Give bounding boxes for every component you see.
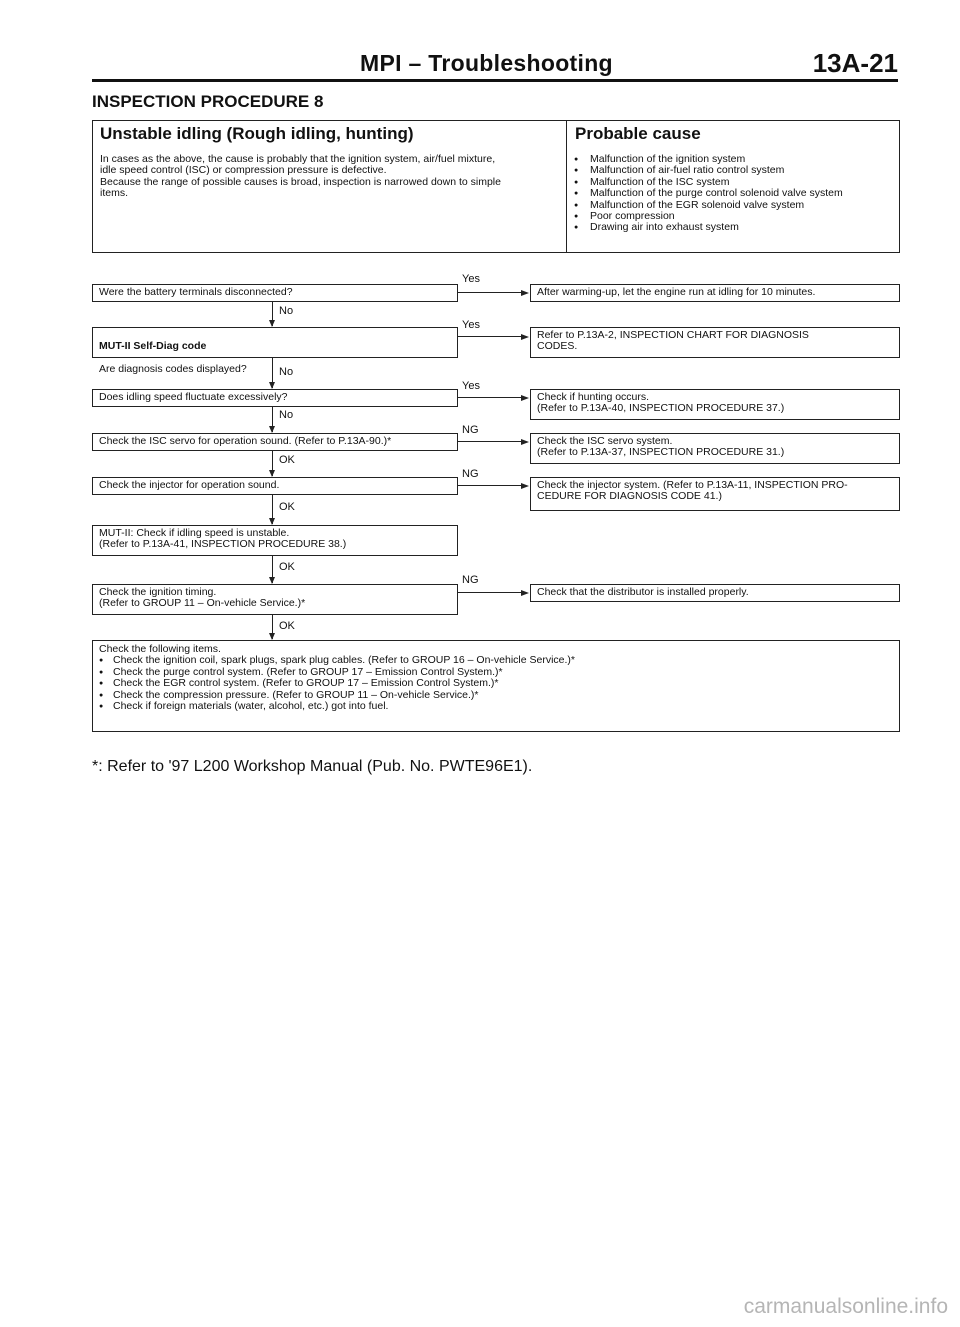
connector [458, 485, 522, 486]
final-check-box [92, 640, 900, 732]
arrow-down-icon [269, 633, 275, 640]
footnote: *: Refer to '97 L200 Workshop Manual (Pub. No. PWTE96E1). [92, 758, 533, 775]
result-hunting: Check if hunting occurs. (Refer to P.13A-40, INSPECTION PROCEDURE 37.) [530, 389, 900, 420]
page-header-title: MPI – Troubleshooting [360, 50, 613, 76]
branch-label-ng: NG [462, 468, 479, 480]
connector [458, 336, 522, 337]
step-battery-disconnected: Were the battery terminals disconnected? [92, 284, 458, 302]
probable-cause-title: Probable cause [575, 124, 701, 143]
step-isc-servo-sound: Check the ISC servo for operation sound. (Refer to P.13A-90.)* [92, 433, 458, 451]
symptom-table-divider [566, 120, 567, 253]
result-warm-up-idle: After warming-up, let the engine run at idling for 10 minutes. [530, 284, 900, 302]
next-label-ok: OK [279, 620, 295, 632]
step-mut-ii-idle-unstable: MUT-II: Check if idling speed is unstable. (Refer to P.13A-41, INSPECTION PROCEDURE 38.) [92, 525, 458, 556]
step-idle-fluctuate: Does idling speed fluctuate excessively? [92, 389, 458, 407]
arrow-down-icon [269, 577, 275, 584]
arrow-down-icon [269, 518, 275, 525]
probable-cause-item: ● Malfunction of the EGR solenoid valve system [572, 200, 843, 211]
arrow-down-icon [269, 320, 275, 327]
symptom-description: In cases as the above, the cause is probably that the ignition system, air/fuel mixture, idle speed control (ISC) or compression pressure is defective. Because the range of possible causes is broad, inspection is narrowed down to simple items. [100, 153, 501, 200]
arrow-down-icon [269, 426, 275, 433]
step-ignition-timing: Check the ignition timing. (Refer to GROUP 11 – On-vehicle Service.)* [92, 584, 458, 615]
final-check-item: ● Check the EGR control system. (Refer to GROUP 17 – Emission Control System.)* [99, 678, 893, 689]
final-check-item: ● Check if foreign materials (water, alcohol, etc.) got into fuel. [99, 701, 893, 712]
mut-ii-self-diag-heading: MUT-II Self-Diag code [99, 340, 207, 353]
final-check-item: ● Check the compression pressure. (Refer to GROUP 11 – On-vehicle Service.)* [99, 690, 893, 701]
result-isc-servo-system: Check the ISC servo system. (Refer to P.13A-37, INSPECTION PROCEDURE 31.) [530, 433, 900, 464]
branch-label-ng: NG [462, 424, 479, 436]
arrow-right-icon [521, 290, 529, 296]
probable-cause-item: ● Malfunction of the ignition system [572, 154, 843, 165]
final-check-title: Check the following items. [99, 643, 221, 655]
branch-label-yes: Yes [462, 380, 480, 392]
probable-cause-item: ● Malfunction of air-fuel ratio control system [572, 165, 843, 176]
page-number: 13A-21 [812, 48, 898, 78]
step-self-diag-code [92, 327, 458, 376]
probable-cause-item: ● Malfunction of the purge control solenoid valve system [572, 188, 843, 199]
arrow-right-icon [521, 439, 529, 445]
result-injector-system: Check the injector system. (Refer to P.13A-11, INSPECTION PRO- CEDURE FOR DIAGNOSIS CODE 41.) [530, 477, 900, 511]
arrow-right-icon [521, 334, 529, 340]
final-check-list [99, 655, 893, 712]
next-label-no: No [279, 366, 294, 378]
step-injector-sound: Check the injector for operation sound. [92, 477, 458, 495]
connector [458, 397, 522, 398]
branch-label-yes: Yes [462, 319, 480, 331]
branch-label-yes: Yes [462, 273, 480, 285]
arrow-right-icon [521, 395, 529, 401]
connector [458, 292, 522, 293]
next-label-ok: OK [279, 501, 295, 513]
final-check-item: ● Check the ignition coil, spark plugs, spark plug cables. (Refer to GROUP 16 – On-vehicle Service.)* [99, 655, 893, 666]
connector [458, 592, 522, 593]
result-distributor-installed: Check that the distributor is installed properly. [530, 584, 900, 602]
header-rule [92, 79, 898, 82]
next-label-no: No [279, 409, 294, 421]
final-check-item: ● Check the purge control system. (Refer to GROUP 17 – Emission Control System.)* [99, 667, 893, 678]
next-label-ok: OK [279, 561, 295, 573]
step-text: Are diagnosis codes displayed? [99, 363, 247, 376]
result-diagnosis-codes-chart: Refer to P.13A-2, INSPECTION CHART FOR DIAGNOSIS CODES. [530, 327, 900, 358]
probable-cause-item: ● Poor compression [572, 211, 843, 222]
next-label-ok: OK [279, 454, 295, 466]
probable-cause-item: ● Drawing air into exhaust system [572, 222, 843, 233]
arrow-right-icon [521, 483, 529, 489]
connector [458, 441, 522, 442]
arrow-right-icon [521, 590, 529, 596]
procedure-title: INSPECTION PROCEDURE 8 [92, 92, 324, 111]
symptom-title: Unstable idling (Rough idling, hunting) [100, 124, 414, 143]
watermark: carmanualsonline.info [743, 1295, 948, 1318]
probable-cause-item: ● Malfunction of the ISC system [572, 177, 843, 188]
probable-cause-list [572, 154, 843, 234]
next-label-no: No [279, 305, 294, 317]
arrow-down-icon [269, 470, 275, 477]
branch-label-ng: NG [462, 574, 479, 586]
arrow-down-icon [269, 382, 275, 389]
